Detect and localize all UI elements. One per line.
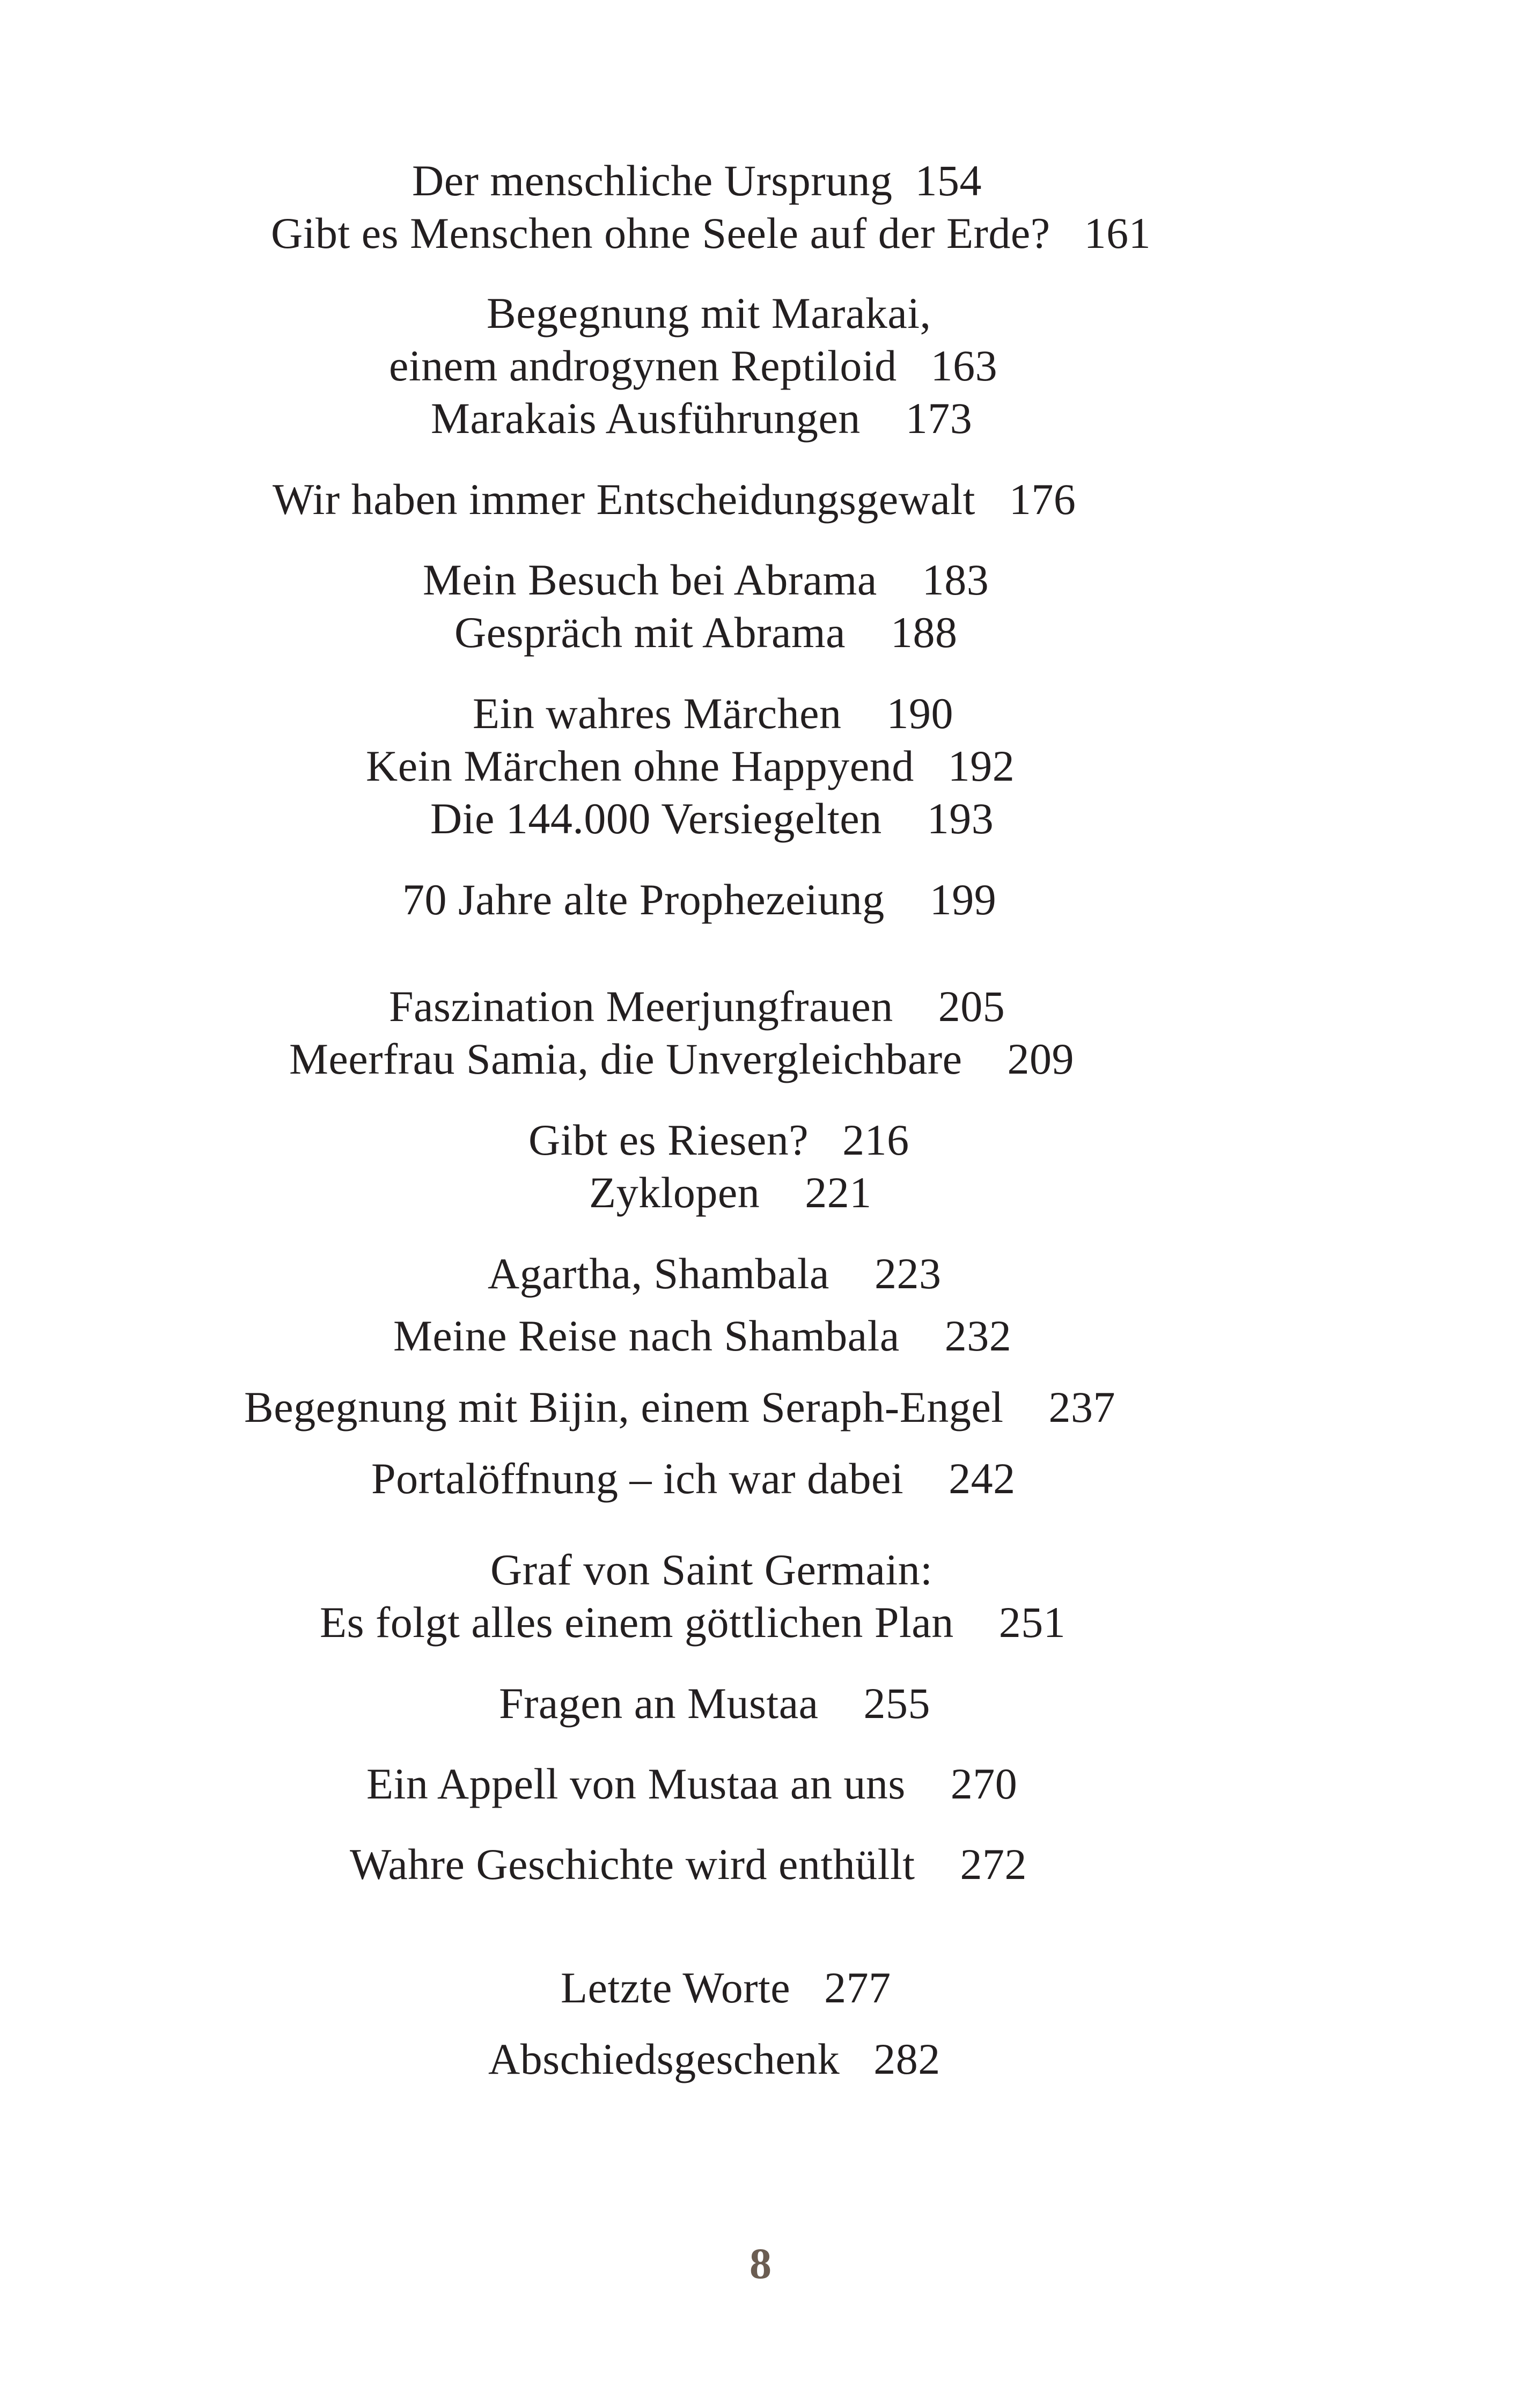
toc-entry: Letzte Worte 277 xyxy=(561,1963,891,2012)
toc-entry: Ein wahres Märchen 190 xyxy=(473,689,954,738)
toc-entry: Meerfrau Samia, die Unvergleichbare 209 xyxy=(289,1034,1075,1083)
toc-entry: Fragen an Mustaa 255 xyxy=(499,1679,930,1728)
toc-entry: Meine Reise nach Shambala 232 xyxy=(393,1311,1012,1360)
toc-entry: Faszination Meerjungfrauen 205 xyxy=(389,982,1005,1031)
toc-entry: Portalöffnung – ich war dabei 242 xyxy=(371,1454,1016,1503)
toc-entry: Wir haben immer Entscheidungsgewalt 176 xyxy=(273,475,1076,524)
toc-entry: Marakais Ausführungen 173 xyxy=(431,394,973,443)
toc-entry: Abschiedsgeschenk 282 xyxy=(488,2035,940,2083)
toc-entry: Es folgt alles einem göttlichen Plan 251 xyxy=(320,1598,1066,1647)
toc-entry: Wahre Geschichte wird enthüllt 272 xyxy=(350,1840,1027,1889)
toc-entry: Mein Besuch bei Abrama 183 xyxy=(423,555,989,604)
page-number: 8 xyxy=(750,2239,771,2288)
toc-entry: Gibt es Riesen? 216 xyxy=(528,1115,909,1164)
toc-entry: 70 Jahre alte Prophezeiung 199 xyxy=(402,875,997,924)
toc-entry: Agartha, Shambala 223 xyxy=(488,1249,942,1298)
toc-entry: Die 144.000 Versiegelten 193 xyxy=(430,794,994,843)
toc-entry: Gespräch mit Abrama 188 xyxy=(454,608,958,657)
toc-entry: Gibt es Menschen ohne Seele auf der Erde? 161 xyxy=(271,209,1151,258)
toc-entry: Zyklopen 221 xyxy=(589,1168,872,1217)
toc-entry: einem androgynen Reptiloid 163 xyxy=(389,341,998,390)
toc-entry: Ein Appell von Mustaa an uns 270 xyxy=(366,1759,1018,1808)
toc-entry-heading: Graf von Saint Germain: xyxy=(490,1545,933,1594)
toc-entry: Der menschliche Ursprung 154 xyxy=(412,156,982,205)
toc-entry: Begegnung mit Bijin, einem Seraph-Engel 237 xyxy=(244,1383,1116,1431)
toc-entry: Kein Märchen ohne Happyend 192 xyxy=(366,742,1015,790)
toc-entry-heading: Begegnung mit Marakai, xyxy=(487,289,931,337)
